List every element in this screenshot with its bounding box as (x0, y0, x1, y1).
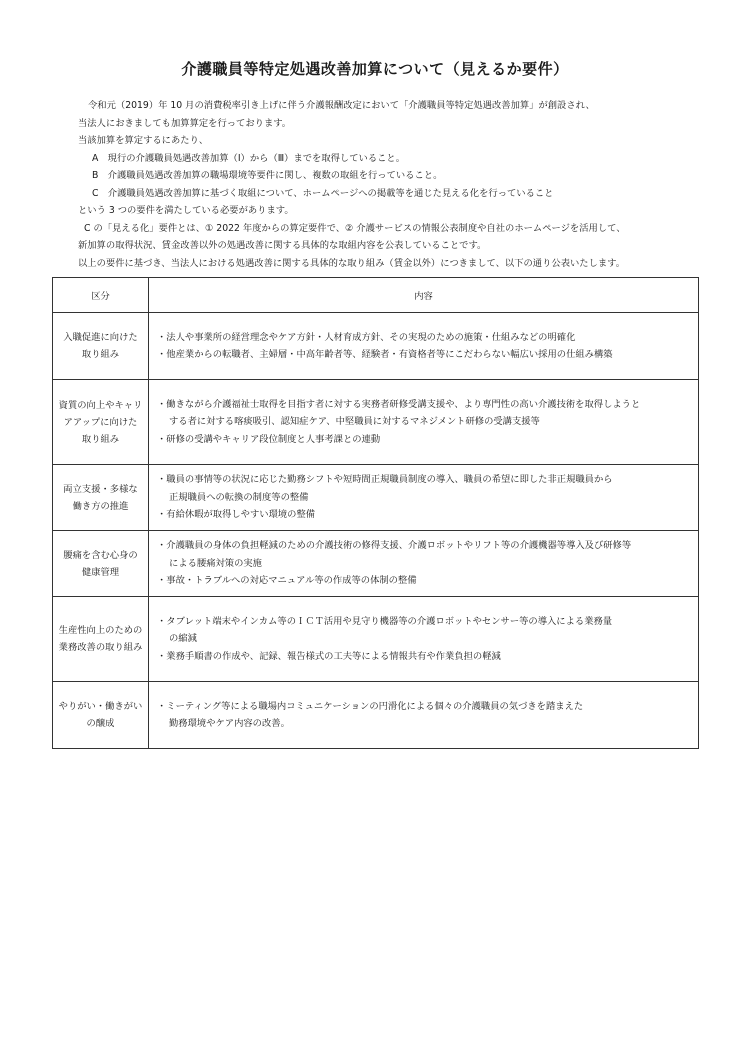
category-label: 資質の向上やキャリ (58, 399, 143, 411)
category-label: の醸成 (86, 718, 115, 729)
content-item: ・職員の事情等の状況に応じた勤務シフトや短時間正規職員制度の導入、職員の希望に即した非正規職員から (157, 474, 613, 486)
intro-line: 令和元（2019）年 10 月の消費税率引き上げに伴う介護報酬改定において「介護職員等特定処遇改善加算」が創設され、 (88, 100, 595, 111)
content-item: ・介護職員の身体の負担軽減のための介護技術の修得支援、介護ロボットやリフト等の介護機器等導入及び研修等 (157, 540, 632, 552)
page-title: 介護職員等特定処遇改善加算について（見えるか要件） (181, 60, 569, 78)
content-cell (149, 465, 699, 531)
category-label: 腰痛を含む心身の (63, 549, 138, 561)
category-label: 両立支援・多様な (63, 483, 138, 495)
requirement-b: B 介護職員処遇改善加算の職場環境等要件に関し、複数の取組を行っていること。 (92, 170, 443, 181)
content-item-continuation: 正規職員への転換の制度等の整備 (169, 491, 309, 503)
content-item-continuation: による腰痛対策の実施 (169, 557, 262, 569)
category-label: 働き方の推進 (72, 500, 129, 512)
content-item: ・タブレット端末やインカム等のＩＣＴ活用や見守り機器等の介護ロボットやセンサー等の導入による業務量 (157, 615, 613, 627)
table-row (53, 465, 699, 531)
category-cell (53, 597, 149, 682)
intro-line: 以上の要件に基づき、当法人における処遇改善に関する具体的な取り組み（賃金以外）につきまして、以下の通り公表いたします。 (78, 257, 626, 269)
content-item: ・事故・トラブルへの対応マニュアル等の作成等の体制の整備 (157, 575, 417, 587)
category-label: 取り組み (81, 433, 120, 445)
category-label: 取り組み (81, 349, 120, 360)
category-cell (53, 465, 149, 531)
header-content: 内容 (149, 278, 699, 313)
content-item-continuation: 勤務環境やケア内容の改善。 (169, 718, 290, 729)
content-item: ・有給休暇が取得しやすい環境の整備 (157, 509, 316, 521)
category-label: やりがい・働きがい (58, 701, 143, 712)
content-cell (149, 597, 699, 682)
category-label: 業務改善の取り組み (58, 642, 143, 653)
requirement-c: C 介護職員処遇改善加算に基づく取組について、ホームページへの掲載等を通じた見える化を行っていること (92, 187, 554, 199)
content-item: ・法人や事業所の経営理念やケア方針・人材育成方針、その実現のための施策・仕組みなどの明確化 (157, 331, 576, 343)
content-item-continuation: の縮減 (169, 633, 197, 645)
category-label: 健康管理 (81, 566, 120, 578)
intro-line: 当法人におきましても加算算定を行っております。 (78, 117, 292, 129)
intro-line: C の「見える化」要件とは、① 2022 年度からの算定要件で、② 介護サービスの情報公表制度や自社のホームページを活用して、 (84, 222, 626, 234)
header-category: 区分 (53, 278, 149, 313)
table-row (53, 597, 699, 682)
category-cell (53, 313, 149, 380)
content-item: ・働きながら介護福祉士取得を目指す者に対する実務者研修受講支援や、より専門性の高い介護技術を取得しようと (157, 398, 641, 410)
content-item: ・研修の受講やキャリア段位制度と人事考課との連動 (157, 433, 381, 445)
intro-line: 当該加算を算定するにあたり、 (78, 135, 209, 146)
intro-text (78, 97, 678, 272)
table-row (53, 531, 699, 597)
category-label: 入職促進に向けた (63, 332, 138, 343)
intro-line: という 3 つの要件を満たしている必要があります。 (78, 205, 294, 216)
content-item: ・他産業からの転職者、主婦層・中高年齢者等、経験者・有資格者等にこだわらない幅広い採用の仕組み構築 (157, 349, 613, 360)
table-row (53, 682, 699, 749)
category-cell (53, 380, 149, 465)
table-row (53, 380, 699, 465)
measures-table (52, 277, 699, 749)
content-cell (149, 682, 699, 749)
content-item: ・業務手順書の作成や、記録、報告様式の工夫等による情報共有や作業負担の軽減 (157, 650, 501, 662)
requirement-a: A 現行の介護職員処遇改善加算（Ⅰ）から（Ⅲ）までを取得していること。 (92, 152, 406, 164)
content-item-continuation: する者に対する喀痰吸引、認知症ケア、中堅職員に対するマネジメント研修の受講支援等 (169, 416, 540, 428)
content-cell (149, 531, 699, 597)
category-label: アアップに向けた (63, 416, 138, 428)
content-cell (149, 380, 699, 465)
category-cell (53, 531, 149, 597)
table-header-row (53, 278, 699, 313)
content-cell (149, 313, 699, 380)
table-row (53, 313, 699, 380)
intro-line: 新加算の取得状況、賃金改善以外の処遇改善に関する具体的な取組内容を公表していることです。 (78, 240, 487, 251)
category-label: 生産性向上のための (58, 625, 143, 636)
content-item: ・ミーティング等による職場内コミュニケーションの円滑化による個々の介護職員の気づきを踏まえた (157, 700, 584, 712)
category-cell (53, 682, 149, 749)
